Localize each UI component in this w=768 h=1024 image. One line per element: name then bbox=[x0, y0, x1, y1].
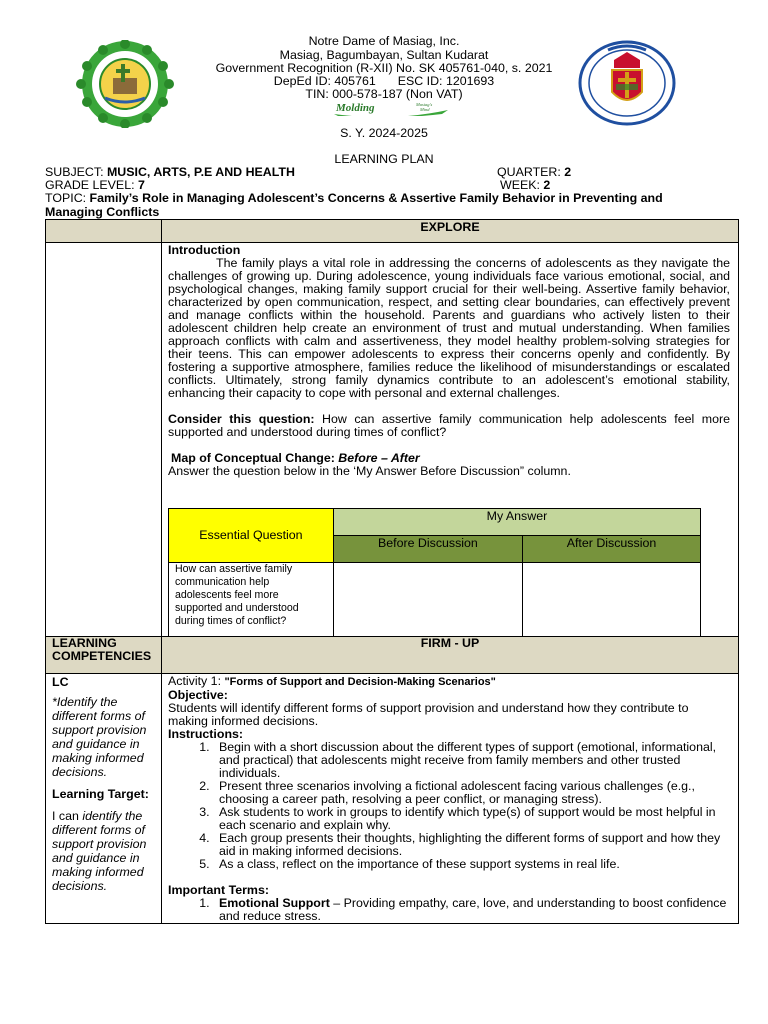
important-terms-label: Important Terms: bbox=[168, 882, 269, 897]
map-italic: Before – After bbox=[338, 451, 420, 465]
quarter-label: QUARTER: bbox=[497, 165, 565, 179]
deped-id: DepEd ID: 405761 bbox=[273, 74, 376, 88]
consider-text: How can assertive family communication help adolescents feel more supported and understood during times of conflict? bbox=[168, 412, 730, 439]
activity-title: "Forms of Support and Decision-Making Scenarios" bbox=[224, 675, 496, 688]
topic-line bbox=[45, 192, 685, 219]
term-definition: – Providing empathy, care, love, and understanding to boost confidence and reduce stress. bbox=[219, 895, 727, 923]
target-italic: identify the different forms of support provision and guidance in making informed decisions. bbox=[52, 808, 147, 893]
molding-wordmark: Molding bbox=[336, 102, 375, 114]
school-name: Notre Dame of Masiag, Inc. bbox=[308, 34, 460, 48]
essential-question-text: How can assertive family communication help adolescents feel more supported and understood during times of conflict? bbox=[169, 563, 334, 636]
instruction-item: 4. Each group presents their thoughts, highlighting the different forms of support and how they aid in making informed decisions. bbox=[213, 832, 730, 858]
my-answer-header: My Answer bbox=[333, 509, 700, 536]
svg-text:Masiag's: Masiag's bbox=[416, 102, 433, 107]
consider-paragraph bbox=[168, 413, 730, 439]
activity-title-line bbox=[168, 675, 730, 689]
lc-text: *Identify the different forms of support provision and guidance in making informed decisions. bbox=[52, 694, 147, 779]
grade-value: 7 bbox=[137, 178, 145, 192]
explore-blank-cell bbox=[46, 243, 162, 637]
document-title: LEARNING PLAN bbox=[334, 152, 434, 166]
subject-value: MUSIC, ARTS, P.E AND HEALTH bbox=[106, 165, 295, 179]
instruction-item: 5. As a class, reflect on the importance of these support systems in real life. bbox=[213, 858, 730, 871]
target-prefix: I can bbox=[52, 808, 83, 823]
week-value: 2 bbox=[543, 178, 551, 192]
after-answer-cell[interactable] bbox=[522, 563, 700, 636]
objective-label: Objective: bbox=[168, 687, 228, 702]
school-year: S. Y. 2024-2025 bbox=[340, 126, 428, 140]
intro-paragraph: The family plays a vital role in addressing the concerns of adolescents as they navigate the challenges of growing up. During adolescence, young individuals face various emotional, social, and psychological changes, making family support crucial for their well-being. Assertive family behavior, characterized by open communication, respect, and setting clear boundaries, can effectively prevent and manage conflicts within the household. Parents and guardians who actively listen to their adolescent children help create an environment of trust and mutual understanding. When families approach conflicts with calm and assertiveness, they model healthy problem-solving strategies for their teens. This can empower adolescents to express their concerns openly and confidently. By fostering a supportive atmosphere, families reduce the likelihood of misunderstandings or escalated conflicts. Ultimately, strong family dynamics contribute to an adolescent’s emotional stability, enhancing their capacity to cope with personal and external challenges. bbox=[168, 256, 730, 400]
learning-target-text bbox=[52, 809, 157, 893]
molding-logo bbox=[332, 100, 450, 116]
firm-up-header: FIRM - UP bbox=[162, 636, 739, 673]
map-instruction: Answer the question below in the ‘My Answer Before Discussion” column. bbox=[168, 464, 571, 478]
esc-id: ESC ID: 1201693 bbox=[397, 74, 495, 88]
activity-prefix: Activity 1: bbox=[168, 673, 225, 688]
map-label: Map of Conceptual Change: bbox=[171, 451, 339, 465]
terms-list bbox=[168, 897, 730, 923]
explore-header: EXPLORE bbox=[162, 220, 739, 243]
instruction-item: 2. Present three scenarios involving a fictional adolescent facing various challenges (e.g., choosing a career path, resolving a peer conflict, or managing stress). bbox=[213, 780, 730, 806]
explore-content bbox=[162, 243, 739, 637]
before-discussion-header: Before Discussion bbox=[333, 536, 522, 563]
tin-line: TIN: 000-578-187 (Non VAT) bbox=[305, 87, 463, 101]
school-address: Masiag, Bagumbayan, Sultan Kudarat bbox=[279, 48, 489, 62]
lc-cell bbox=[46, 673, 162, 923]
consider-label: Consider this question: bbox=[168, 412, 315, 426]
week-label: WEEK: bbox=[500, 178, 544, 192]
grade-label: GRADE LEVEL: bbox=[45, 178, 138, 192]
term-name: Emotional Support bbox=[219, 895, 330, 910]
instruction-item: 1. Begin with a short discussion about the different types of support (emotional, informational, and practical) that adolescents might receive from family members and other trusted individuals. bbox=[213, 741, 730, 780]
topic-value: Family’s Role in Managing Adolescent’s Concerns & Assertive Family Behavior in Preventing and Managing Conflicts bbox=[45, 191, 663, 219]
subject-label: SUBJECT: bbox=[45, 165, 107, 179]
essential-question-header: Essential Question bbox=[169, 509, 334, 563]
term-item bbox=[213, 897, 730, 923]
government-recognition: Government Recognition (R-XII) No. SK 405761-040, s. 2021 bbox=[215, 61, 553, 75]
svg-text:Mind: Mind bbox=[420, 107, 430, 112]
learning-target-label: Learning Target: bbox=[52, 786, 149, 801]
instructions-label: Instructions: bbox=[168, 726, 244, 741]
lc-label: LC bbox=[52, 674, 69, 689]
explore-left-cell bbox=[46, 220, 162, 243]
objective-text: Students will identify different forms of support provision and understand how they contribute to making informed decisions. bbox=[168, 700, 689, 728]
after-discussion-header: After Discussion bbox=[522, 536, 700, 563]
intro-title: Introduction bbox=[168, 243, 241, 257]
learning-plan-table bbox=[45, 219, 739, 924]
learning-competencies-header: LEARNING COMPETENCIES bbox=[46, 636, 162, 673]
quarter-value: 2 bbox=[564, 165, 572, 179]
firm-up-content bbox=[162, 673, 739, 923]
topic-label: TOPIC: bbox=[45, 191, 90, 205]
instruction-item: 3. Ask students to work in groups to identify which type(s) of support would be most helpful in each scenario and explain why. bbox=[213, 806, 730, 832]
concept-change-table bbox=[168, 508, 701, 636]
before-answer-cell[interactable] bbox=[333, 563, 522, 636]
instructions-list bbox=[168, 741, 730, 871]
